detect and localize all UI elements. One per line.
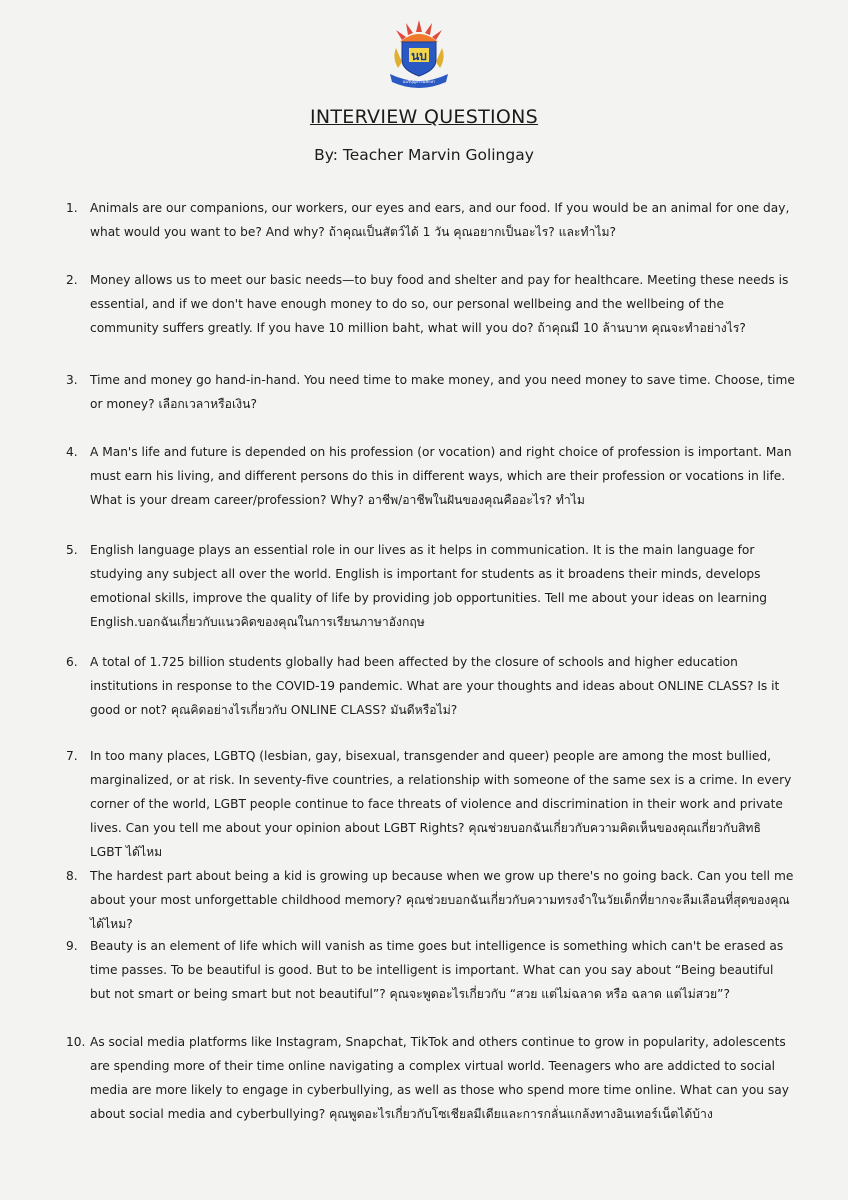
question-text: Beauty is an element of life which will vanish as time goes but intelligence is something which can't be erased as time passes. To be beautiful is good. But to be intelligent is important. What can you say about “Being beautiful but not smart or being smart but not beautiful”? คุณจะพูดอะไรเกี่ยวกับ “สวย แต่ไม่ฉลาด หรือ ฉลาด แต่ไม่สวย”? [90, 939, 784, 1001]
page-subtitle: By: Teacher Marvin Golingay [314, 146, 534, 164]
question-number: 5. [66, 543, 78, 557]
logo-banner-text: นบรีบุญธรรมศึกษา [402, 79, 436, 84]
question-item [66, 196, 796, 244]
question-number: 8. [66, 869, 78, 883]
question-item [66, 1030, 796, 1126]
question-number: 7. [66, 749, 78, 763]
question-number: 1. [66, 201, 78, 215]
question-item [66, 268, 796, 340]
question-number: 4. [66, 445, 78, 459]
question-item [66, 368, 796, 416]
question-number: 2. [66, 273, 78, 287]
question-number: 10. [66, 1035, 86, 1049]
question-item [66, 440, 796, 512]
question-text: Money allows us to meet our basic needs—to buy food and shelter and pay for healthcare. Meeting these needs is essential, and if we don't have enough money to do so, our personal wellbeing and the wellbeing of the community suffers greatly. If you have 10 million baht, what will you do? ถ้าคุณมี 10 ล้านบาท คุณจะทำอย่างไร? [90, 273, 789, 335]
question-number: 6. [66, 655, 78, 669]
page-title: INTERVIEW QUESTIONS [309, 106, 539, 128]
question-item [66, 864, 796, 936]
question-item [66, 650, 796, 722]
question-text: In too many places, LGBTQ (lesbian, gay, bisexual, transgender and queer) people are among the most bullied, marginalized, or at risk. In seventy-five countries, a relationship with someone of the same sex is a crime. In every corner of the world, LGBT people continue to face threats of violence and discrimination in their work and private lives. Can you tell me about your opinion about LGBT Rights? คุณช่วยบอกฉันเกี่ยวกับความคิดเห็นของคุณเกี่ยวกับสิทธิ LGBT ได้ไหม [90, 749, 792, 859]
question-number: 3. [66, 373, 78, 387]
question-text: A Man's life and future is depended on his profession (or vocation) and right choice of profession is important. Man must earn his living, and different persons do this in different ways, which are their profession or vocations in life. What is your dream career/profession? Why? อาชีพ/อาชีพในฝันของคุณคืออะไร? ทำไม [90, 445, 792, 507]
school-crest-logo [384, 18, 454, 90]
svg-text:นบ: นบ [411, 49, 427, 63]
question-text: The hardest part about being a kid is growing up because when we grow up there's no going back. Can you tell me about your most unforgettable childhood memory? คุณช่วยบอกฉันเกี่ยวกับความทรงจำในวัยเด็กที่ยากจะลืมเลือนที่สุดของคุณได้ไหม? [90, 869, 794, 931]
question-text: Time and money go hand-in-hand. You need time to make money, and you need money to save time. Choose, time or money? เลือกเวลาหรือเงิน? [90, 373, 795, 411]
question-text: A total of 1.725 billion students globally had been affected by the closure of schools and higher education institutions in response to the COVID-19 pandemic. What are your thoughts and ideas about ONLINE CLASS? Is it good or not? คุณคิดอย่างไรเกี่ยวกับ ONLINE CLASS? มันดีหรือไม่? [90, 655, 780, 717]
question-item [66, 538, 796, 634]
question-text: English language plays an essential role in our lives as it helps in communication. It is the main language for studying any subject all over the world. English is important for students as it broadens their minds, develops emotional skills, improve the quality of life by providing job opportunities. Tell me about your ideas on learning English.บอกฉันเกี่ยวกับแนวคิดของคุณในการเรียนภาษาอังกฤษ [90, 543, 768, 629]
question-text: Animals are our companions, our workers, our eyes and ears, and our food. If you would be an animal for one day, what would you want to be? And why? ถ้าคุณเป็นสัตว์ได้ 1 วัน คุณอยากเป็นอะไร? และทำไม? [90, 201, 790, 239]
question-item [66, 934, 796, 1006]
question-item [66, 744, 796, 864]
question-number: 9. [66, 939, 78, 953]
question-text: As social media platforms like Instagram, Snapchat, TikTok and others continue to grow in popularity, adolescents are spending more of their time online navigating a complex virtual world. Teenagers who are addicted to social media are more likely to engage in cyberbullying, as well as those who spend more time online. What can you say about social media and cyberbullying? คุณพูดอะไรเกี่ยวกับโซเชียลมีเดียและการกลั่นแกล้งทางอินเทอร์เน็ตได้บ้าง [90, 1035, 789, 1121]
